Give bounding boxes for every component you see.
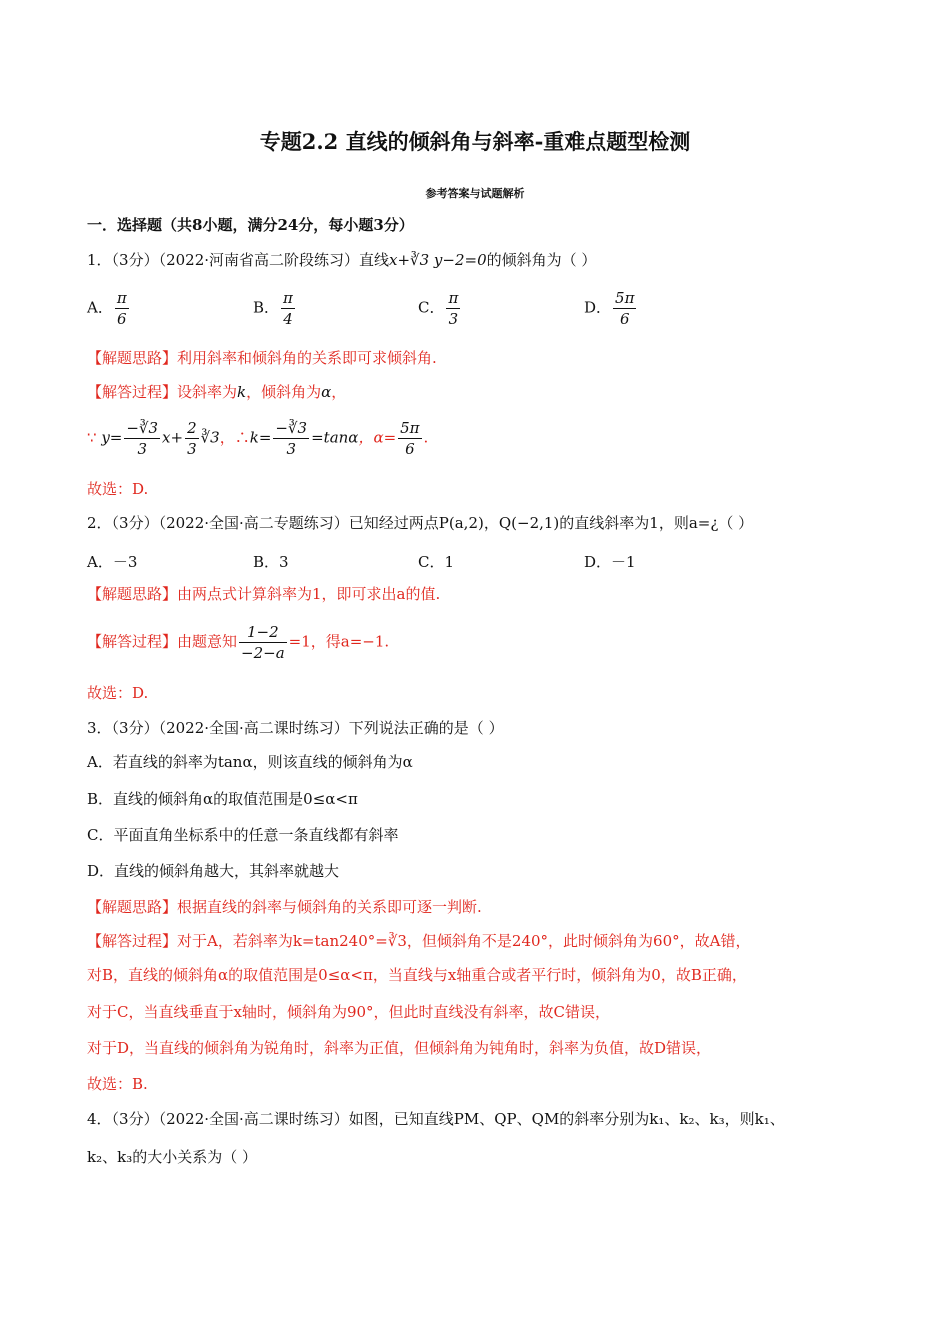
q1-option-c (418, 288, 462, 329)
because-symbol: ∵ (87, 428, 97, 447)
fraction-denominator: 6 (619, 310, 630, 328)
q1-idea: 【解题思路】利用斜率和倾斜角的关系即可求倾斜角. (87, 349, 437, 367)
q3-idea: 【解题思路】根据直线的斜率与倾斜角的关系即可逐一判断. (87, 898, 482, 916)
fraction-numerator: 1−2 (239, 622, 287, 643)
q1-process (87, 382, 346, 402)
q1-process-alpha: α (321, 383, 332, 401)
k-equals: k= (249, 428, 272, 447)
fraction-numerator: π (116, 289, 127, 307)
fraction-numerator: −∛3 (275, 419, 308, 437)
fraction-denominator: 6 (117, 310, 127, 328)
q3-option-c: C．平面直角坐标系中的任意一条直线都有斜率 (87, 826, 399, 844)
fraction-numerator: 5π (400, 419, 420, 437)
q3-option-b: B．直线的倾斜角α的取值范围是0≤α<π (87, 790, 358, 808)
page-subtitle: 参考答案与试题解析 (425, 187, 525, 200)
q2-process-prefix: 【解答过程】由题意知 (87, 632, 238, 651)
fraction (239, 622, 287, 663)
q1-equation: x+∛3 y−2=0 (389, 251, 487, 269)
fraction-numerator: −∛3 (126, 419, 159, 437)
section-heading: 一．选择题（共8小题，满分24分，每小题3分） (87, 216, 414, 234)
option-label: D． (584, 298, 612, 317)
q2-stem: 2．（3分）（2022·全国·高二专题练习）已知经过两点P(a,2)，Q(−2,1)的直线斜率为1，则a=¿（ ） (87, 514, 754, 532)
q3-process-line-1: 【解答过程】对于A，若斜率为k=tan240°=∛3，但倾斜角不是240°，此时倾斜角为60°，故A错， (87, 932, 751, 950)
fraction-denominator: 3 (448, 310, 459, 328)
x-plus: x+ (162, 428, 184, 447)
q2-option-a: A．－3 (87, 553, 138, 571)
fraction-numerator: 2 (187, 419, 197, 437)
q3-stem: 3．（3分）（2022·全国·高二课时练习）下列说法正确的是（ ） (87, 719, 504, 737)
q2-option-b: B．3 (253, 553, 289, 571)
q2-option-c: C．1 (418, 553, 455, 571)
q1-process-prefix: 【解答过程】设斜率为 (87, 383, 238, 401)
fraction (124, 418, 160, 459)
alpha-equals: ，α= (358, 428, 397, 447)
y-equals: y= (101, 428, 123, 447)
q3-option-d: D．直线的倾斜角越大，其斜率就越大 (87, 862, 340, 880)
fraction (273, 418, 309, 459)
q3-process-line-3: 对于C，当直线垂直于x轴时，倾斜角为90°，但此时直线没有斜率，故C错误， (87, 1003, 611, 1021)
q2-idea: 【解题思路】由两点式计算斜率为1，即可求出a的值. (87, 585, 441, 603)
tan-alpha: =tanα (311, 428, 359, 447)
q3-process-line-4: 对于D，当直线的倾斜角为锐角时，斜率为正值，但倾斜角为钝角时，斜率为负值，故D错误， (87, 1039, 712, 1057)
q3-process-line-2: 对B，直线的倾斜角α的取值范围是0≤α<π，当直线与x轴重合或者平行时，倾斜角为0，故B正确， (87, 966, 747, 984)
cube-root: ∛3 (200, 428, 220, 447)
fraction (398, 418, 421, 459)
fraction-denominator: 3 (286, 440, 297, 458)
fraction-numerator: 5π (615, 289, 635, 307)
q1-derivation (87, 418, 428, 459)
q2-option-d: D．－1 (584, 553, 636, 571)
option-fraction (281, 288, 295, 329)
q4-stem-line-1: 4．（3分）（2022·全国·高二课时练习）如图，已知直线PM、QP、QM的斜率分别为k₁、k₂、k₃，则k₁、 (87, 1110, 785, 1128)
option-label: B． (253, 298, 280, 317)
option-fraction (446, 288, 460, 329)
q2-answer: 故选：D. (87, 684, 149, 702)
option-label: C． (418, 298, 445, 317)
fraction-denominator: 6 (405, 440, 415, 458)
option-fraction (613, 288, 636, 329)
q1-stem-prefix: 1．（3分）（2022·河南省高二阶段练习）直线 (87, 251, 390, 269)
fraction-denominator: 3 (137, 440, 147, 458)
option-label: A． (87, 298, 113, 317)
fraction-numerator: π (283, 289, 293, 307)
fraction-numerator: π (448, 289, 459, 307)
therefore-symbol: ，∴ (219, 428, 250, 447)
q1-stem (87, 250, 596, 270)
q1-option-a (87, 288, 131, 329)
q1-answer: 故选：D. (87, 480, 149, 498)
q1-process-end: ， (331, 383, 347, 401)
q3-option-a: A．若直线的斜率为tanα，则该直线的倾斜角为α (87, 753, 413, 771)
fraction (185, 418, 199, 459)
fraction-denominator: 4 (283, 310, 293, 328)
q3-answer: 故选：B. (87, 1075, 148, 1093)
q4-stem-line-2: k₂、k₃的大小关系为（ ） (87, 1148, 257, 1166)
q1-stem-suffix: 的倾斜角为（ ） (486, 251, 597, 269)
q1-process-mid: ，倾斜角为 (246, 383, 322, 401)
q2-process (87, 622, 389, 663)
fraction-denominator: 3 (187, 440, 197, 458)
page-title: 专题2.2 直线的倾斜角与斜率-重难点题型检测 (259, 129, 691, 154)
option-fraction (115, 288, 129, 329)
q1-option-b (253, 288, 297, 329)
fraction-denominator: −2−a (241, 644, 285, 662)
period: . (423, 428, 429, 447)
q2-process-suffix: =1，得a=−1. (288, 632, 390, 651)
q1-option-d (584, 288, 638, 329)
q1-process-k: k (237, 383, 247, 401)
